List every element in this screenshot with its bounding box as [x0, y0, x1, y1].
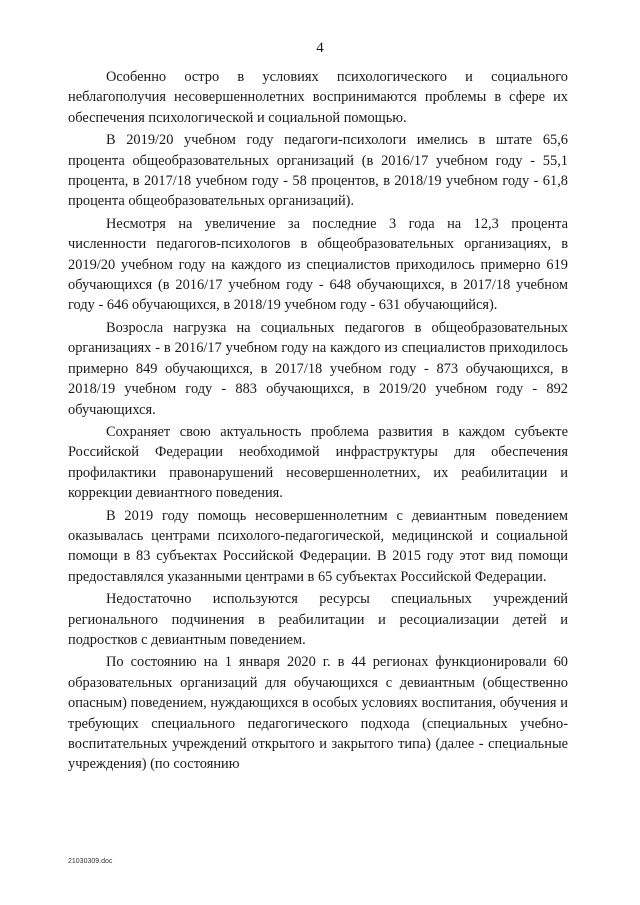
file-name-footer: 21030309.doc	[68, 858, 113, 865]
paragraph-special-institutions-count: По состоянию на 1 января 2020 г. в 44 регионах функционировали 60 образовательных организаций для обучающихся с девиантным (общественно опасным) поведением, нуждающихся в особых условиях воспитания, обучения и требующих специального педагогического подхода (специальных учебно-воспитательных учреждений открытого и закрытого типа) (далее - специальные учреждения) (по состоянию	[68, 654, 568, 773]
paragraph-infrastructure: Сохраняет свою актуальность проблема развития в каждом субъекте Российской Федерации необходимой инфраструктуры для обеспечения профилактики правонарушений несовершеннолетних, их реабилитации и коррекции девиантного поведения.	[68, 423, 568, 502]
document-body	[68, 67, 568, 777]
page-number: 4	[316, 40, 324, 56]
paragraph-social-pedagogues-load: Возросла нагрузка на социальных педагогов в общеобразовательных организациях - в 2016/17 учебном году на каждого из специалистов приходилось примерно 849 обучающихся, в 2017/18 учебном году - 873 обучающихся, в 2018/19 учебном году - 883 обучающихся, в 2019/20 учебном году - 892 обучающихся.	[68, 319, 568, 418]
paragraph-psychologists-staff: В 2019/20 учебном году педагоги-психологи имелись в штате 65,6 процента общеобразовательных организаций (в 2016/17 учебном году - 55,1 процента, в 2017/18 учебном году - 58 процентов, в 2018/19 учебном году - 61,8 процента общеобразовательных организаций).	[68, 132, 568, 210]
paragraph-psychological-help: Особенно остро в условиях психологического и социального неблагополучия несовершеннолетних воспринимаются проблемы в сфере их обеспечения психологической и социальной помощью.	[68, 69, 568, 126]
paragraph-special-institutions-resources: Недостаточно используются ресурсы специальных учреждений регионального подчинения в реабилитации и ресоциализации детей и подростков с девиантным поведением.	[68, 591, 568, 648]
paragraph-psychologists-load: Несмотря на увеличение за последние 3 года на 12,3 процента численности педагогов-психологов в общеобразовательных организациях, в 2019/20 учебном году на каждого из специалистов приходилось примерно 619 обучающихся (в 2016/17 учебном году - 648 обучающихся, в 2017/18 учебном году - 646 обучающихся, в 2018/19 учебном году - 631 обучающийся).	[68, 215, 568, 314]
paragraph-help-centers: В 2019 году помощь несовершеннолетним с девиантным поведением оказывалась центрами психолого-педагогической, медицинской и социальной помощи в 83 субъектах Российской Федерации. В 2015 году этот вид помощи предоставлялся указанными центрами в 65 субъектах Российской Федерации.	[68, 507, 568, 585]
